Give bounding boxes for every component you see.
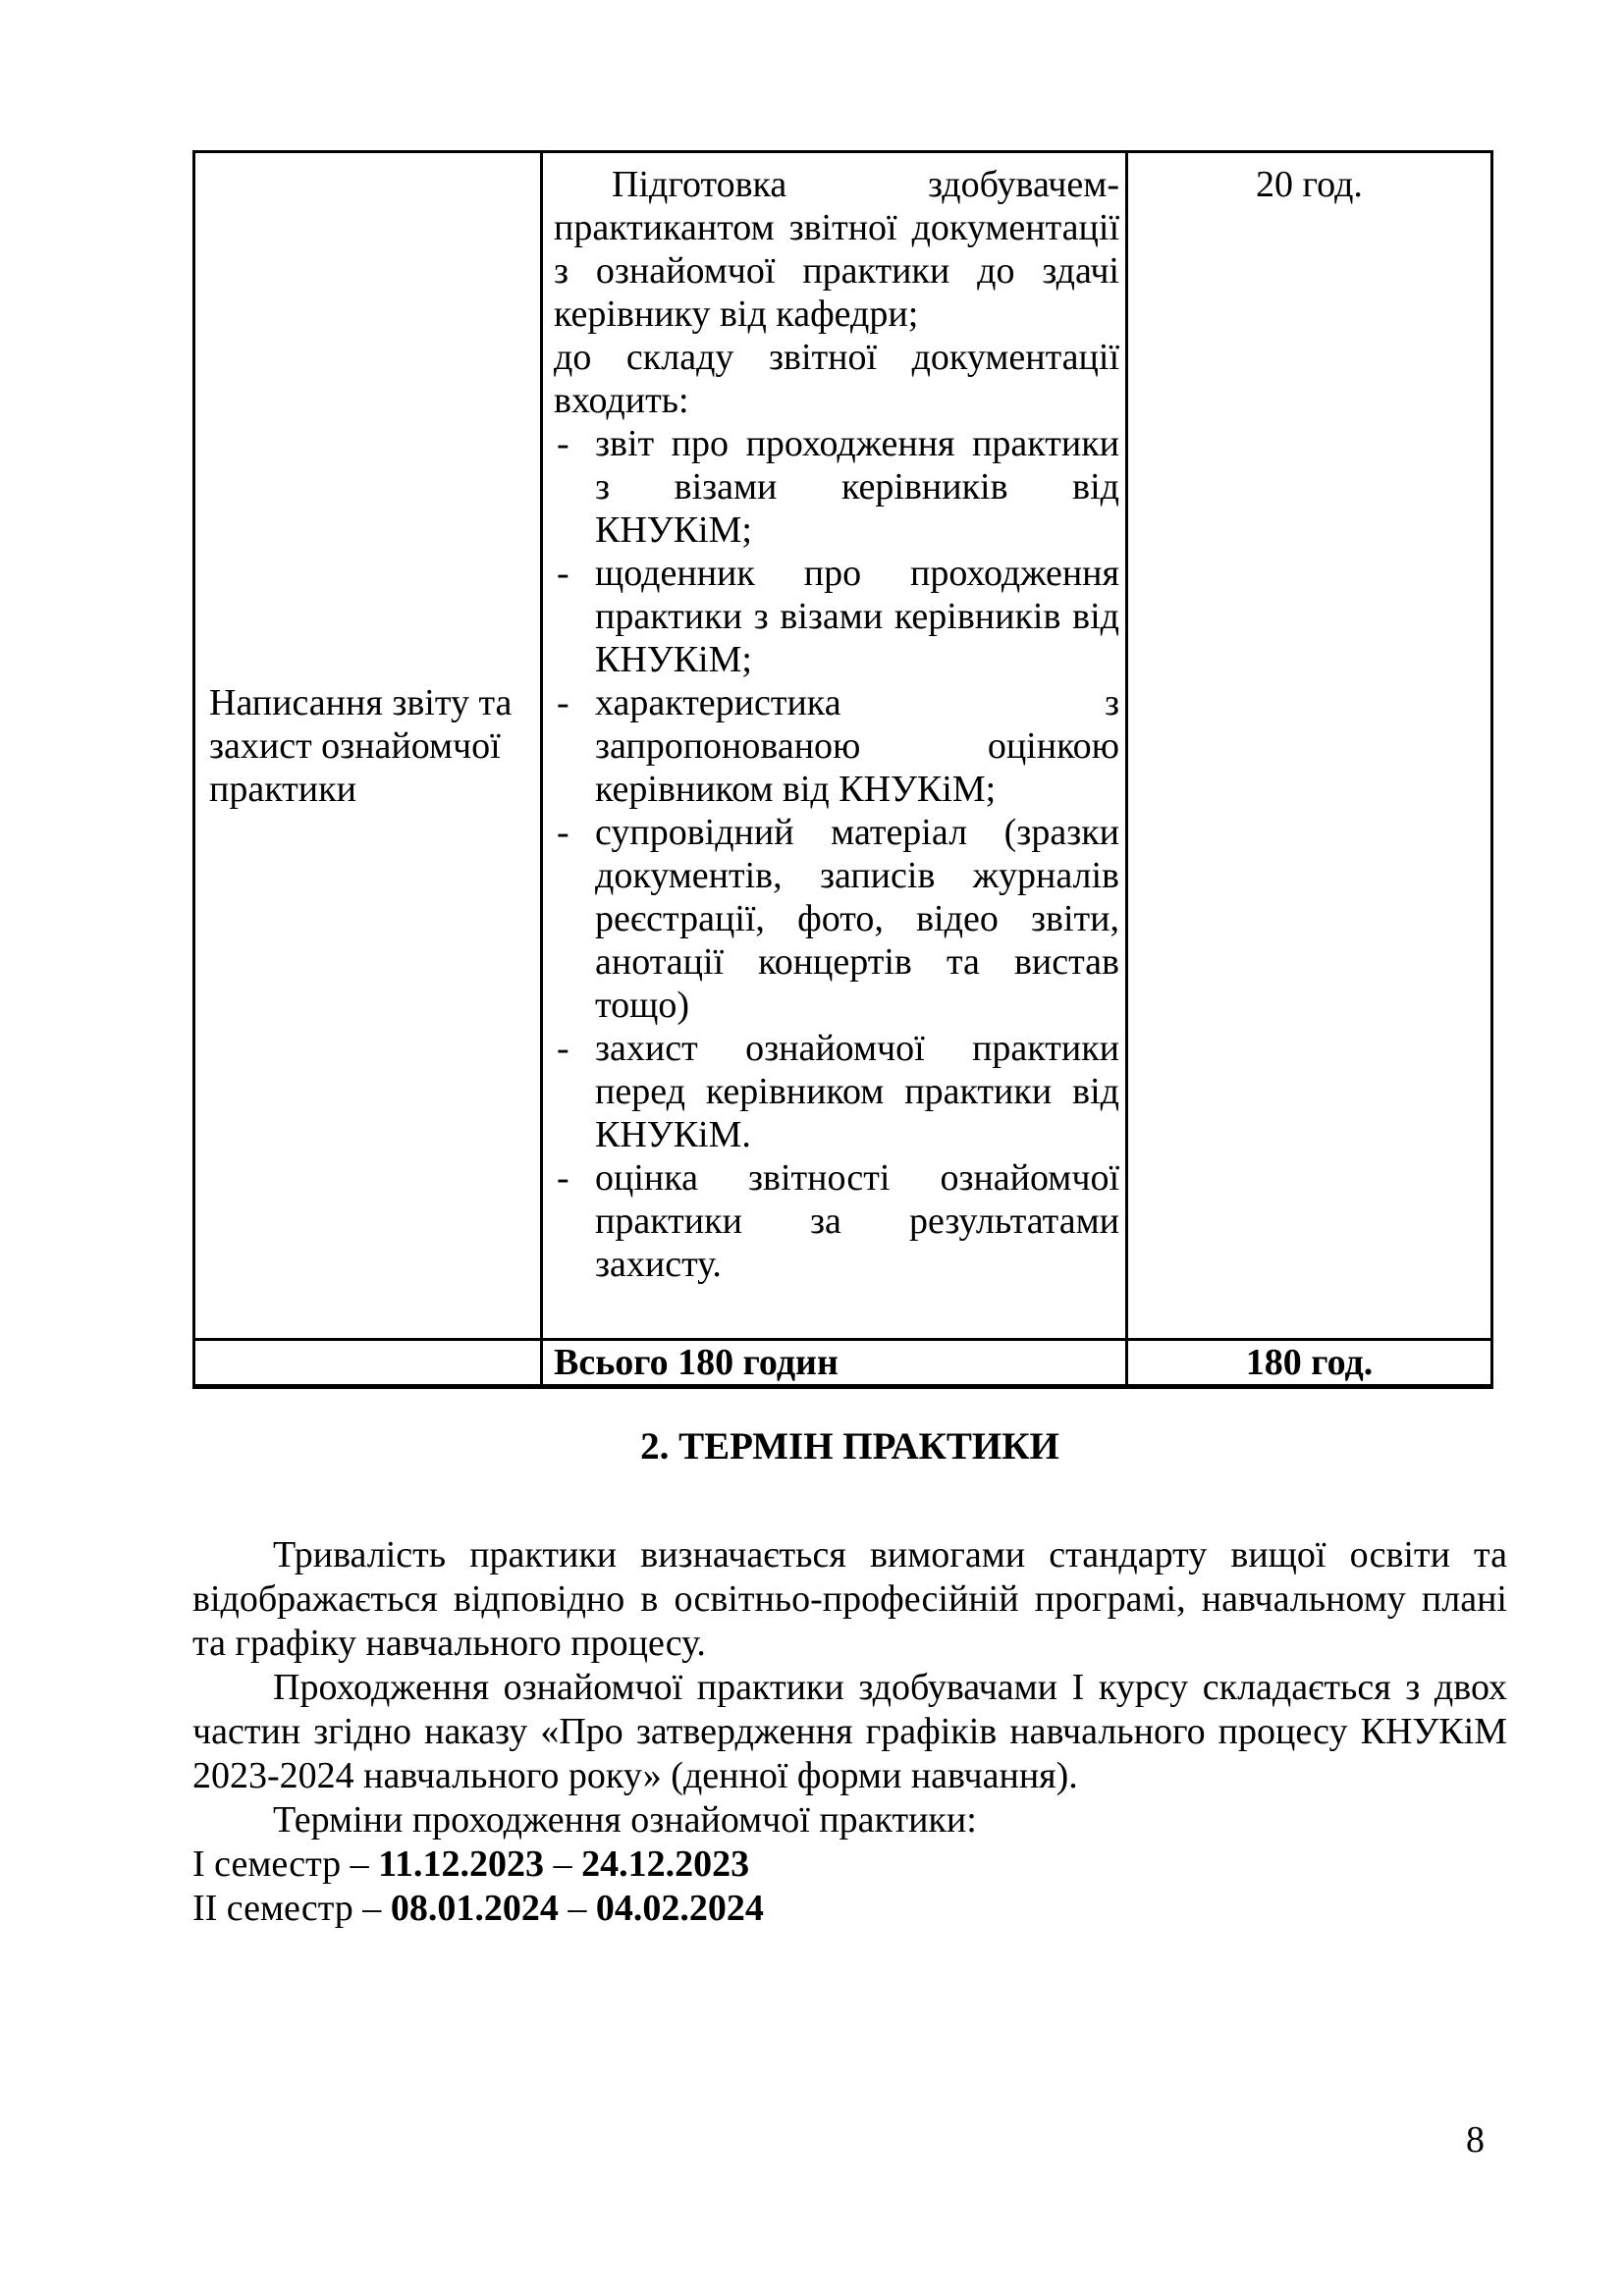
hours-cell — [1127, 152, 1492, 1340]
dash-bullet: - — [557, 812, 569, 853]
content-paragraph-2: до складу звітної документації входить: — [554, 337, 1119, 421]
list-item — [554, 1156, 1119, 1286]
paragraph-order: Проходження ознайомчої практики здобувачами І курсу складається з двох частин згідно наказу «Про затвердження графіків навчального процесу КНУКіМ 2023-2024 навчального року» (денної форми навчання). — [192, 1667, 1507, 1796]
list-item-text: оцінка звітності ознайомчої практики за результатами захисту. — [595, 1157, 1119, 1285]
paragraph-terms-intro: Терміни проходження ознайомчої практики: — [273, 1799, 977, 1841]
section-heading: 2. ТЕРМІН ПРАКТИКИ — [640, 1425, 1059, 1468]
dash-bullet: - — [557, 423, 569, 464]
semester-1-line — [192, 1842, 1507, 1887]
total-hours: 180 год. — [1127, 1340, 1492, 1387]
content-paragraph-1: Підготовка здобувачем-практикантом звітної документації з ознайомчої практики до здачі керівнику від кафедри; — [554, 164, 1119, 335]
activity-text: Написання звіту та захист ознайомчої практики — [209, 681, 513, 810]
semester-1-date-to: 24.12.2023 — [581, 1843, 750, 1885]
semester-2-date-from: 08.01.2024 — [390, 1888, 559, 1929]
activity-cell — [194, 152, 542, 1340]
semester-2-line — [192, 1887, 1507, 1931]
semester-2-date-to: 04.02.2024 — [595, 1888, 764, 1929]
list-item — [554, 552, 1119, 681]
list-item — [554, 1027, 1119, 1156]
report-items-list — [554, 422, 1119, 1286]
list-item-text: захист ознайомчої практики перед керівником практики від КНУКіМ. — [595, 1028, 1119, 1155]
dash-bullet: - — [557, 682, 569, 723]
total-label: Всього 180 годин — [542, 1340, 1127, 1387]
semester-1-dash: – — [544, 1843, 582, 1885]
paragraph-duration: Тривалість практики визначається вимогами стандарту вищої освіти та відображається відповідно в освітньо-професійній програмі, навчальному плані та графіку навчального процесу. — [192, 1534, 1507, 1664]
practice-hours-table — [192, 150, 1493, 1389]
table-row — [194, 152, 1492, 1340]
total-empty-cell — [194, 1340, 542, 1387]
dash-bullet: - — [557, 553, 569, 594]
page-number: 8 — [1466, 2119, 1485, 2161]
dash-bullet: - — [557, 1028, 569, 1069]
content-cell — [542, 152, 1127, 1340]
semester-2-label: ІІ семестр – — [192, 1888, 391, 1929]
list-item-text: характеристика з запропонованою оцінкою керівником від КНУКіМ; — [595, 682, 1119, 810]
list-item — [554, 422, 1119, 552]
list-item — [554, 681, 1119, 811]
semester-1-date-from: 11.12.2023 — [378, 1843, 545, 1885]
list-item-text: звіт про проходження практики з візами керівників від КНУКіМ; — [595, 423, 1119, 551]
table-total-row — [194, 1340, 1492, 1387]
semester-2-dash: – — [558, 1888, 596, 1929]
list-item — [554, 811, 1119, 1027]
list-item-text: супровідний матеріал (зразки документів, записів журналів реєстрації, фото, відео звіти, анотації концертів та вистав тощо) — [595, 812, 1119, 1026]
section-body — [192, 1533, 1507, 1931]
semester-1-label: І семестр – — [192, 1843, 379, 1885]
hours-text: 20 год. — [1256, 164, 1363, 205]
dash-bullet: - — [557, 1157, 569, 1199]
document-content — [192, 150, 1507, 1931]
list-item-text: щоденник про проходження практики з візами керівників від КНУКіМ; — [595, 553, 1119, 680]
